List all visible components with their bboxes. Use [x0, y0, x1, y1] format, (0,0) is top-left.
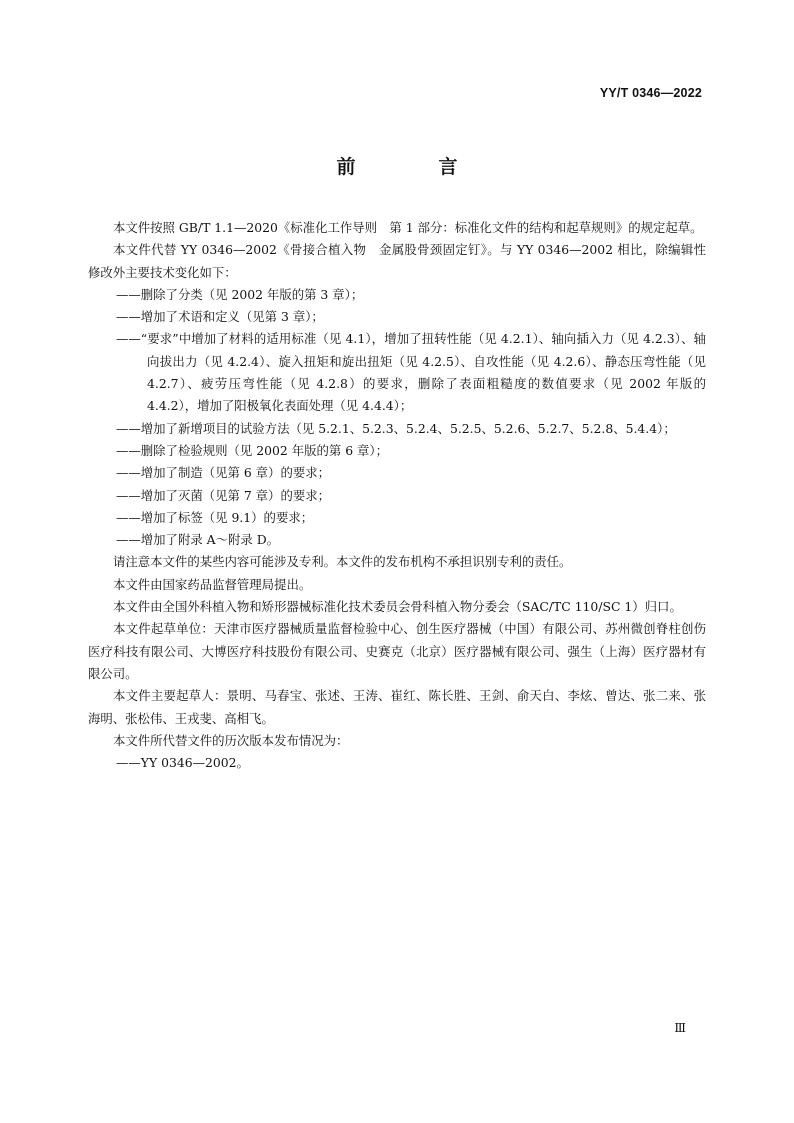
- change-item: ——删除了检验规则（见 2002 年版的第 6 章）；: [116, 442, 389, 458]
- change-item: ——删除了分类（见 2002 年版的第 3 章）；: [116, 286, 364, 302]
- paragraph-replacement: 本文件代替 YY 0346—2002《骨接合植入物 金属股骨颈固定钉》。与 YY 0346—2002 相比，除编辑性修改外主要技术变化如下：: [88, 242, 706, 280]
- paragraph-history: 本文件所代替文件的历次版本发布情况为：: [113, 732, 349, 748]
- paragraph-committee: 本文件由全国外科植入物和矫形器械标准化技术委员会骨科植入物分委会（SAC/TC 110/SC 1）归口。: [113, 599, 682, 615]
- paragraph-drafters: 本文件主要起草人：景明、马春宝、张述、王涛、崔红、陈长胜、王剑、俞天白、李炫、曾达、张二来、张海明、张松伟、王戎斐、高相飞。: [88, 688, 706, 726]
- change-item: ——增加了灭菌（见第 7 章）的要求；: [116, 487, 331, 503]
- change-item: ——“要求”中增加了材料的适用标准（见 4.1），增加了扭转性能（见 4.2.1）、轴向插入力（见 4.2.3）、轴向拔出力（见 4.2.4）、旋入扭矩和旋出扭矩（见 4.2.5）、自攻性能（见 4.2.6）、静态压弯性能（见 4.2.7）、疲劳压弯性能（见 4.2.8）的要求，删除了表面粗糙度的数值要求（见 2002 年版的4.4.2），增加了阳极氧化表面处理（见 4.4.4）；: [116, 331, 706, 414]
- change-item: ——增加了附录 A～附录 D。: [116, 532, 280, 548]
- change-item: ——增加了术语和定义（见第 3 章）；: [116, 309, 324, 325]
- paragraph-drafting-rules: 本文件按照 GB/T 1.1—2020《标准化工作导则 第 1 部分：标准化文件的结构和起草规则》的规定起草。: [113, 220, 703, 235]
- change-item: ——增加了标签（见 9.1）的要求；: [116, 509, 314, 525]
- change-item: ——增加了新增项目的试验方法（见 5.2.1、5.2.3、5.2.4、5.2.5、5.2.6、5.2.7、5.2.8、5.4.4）；: [116, 420, 676, 436]
- paragraph-patent-notice: 请注意本文件的某些内容可能涉及专利。本文件的发布机构不承担识别专利的责任。: [113, 554, 572, 570]
- paragraph-proposer: 本文件由国家药品监督管理局提出。: [113, 576, 312, 592]
- page-title: 前 言: [336, 156, 490, 178]
- change-item: ——增加了制造（见第 6 章）的要求；: [116, 465, 331, 481]
- foreword-body: [88, 217, 706, 774]
- paragraph-drafting-units: 本文件起草单位：天津市医疗器械质量监督检验中心、创生医疗器械（中国）有限公司、苏州微创脊柱创伤医疗科技有限公司、大博医疗科技股份有限公司、史赛克（北京）医疗器械有限公司、强生（上海）医疗器材有限公司。: [88, 621, 706, 681]
- document-code: YY/T 0346—2022: [599, 86, 702, 100]
- history-item: ——YY 0346—2002。: [116, 755, 249, 771]
- page-number: Ⅲ: [674, 1021, 686, 1035]
